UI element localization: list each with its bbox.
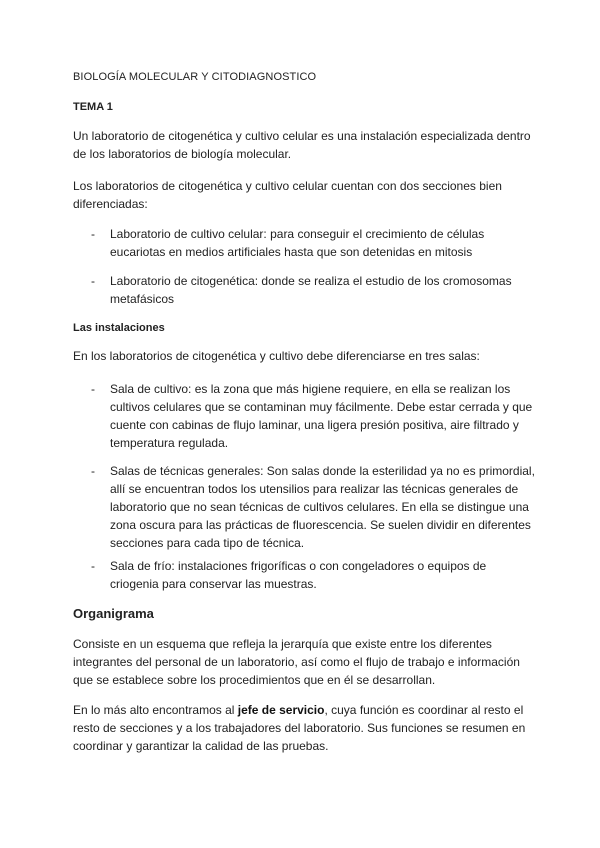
paragraph-text: En lo más alto encontramos al: [73, 703, 238, 717]
bullet-marker: -: [91, 382, 95, 396]
bullet-marker: -: [91, 227, 95, 241]
list-item-salas-tecnicas: Salas de técnicas generales: Son salas donde la esterilidad ya no es primordial, allí se encuentran todos los utensilios para realizar las técnicas generales de laboratorio que no sean técnicas de cultivos celulares. En ella se distingue una zona oscura para las prácticas de fluorescencia. Se suelen dividir en diferentes secciones para cada tipo de técnica.: [110, 464, 535, 550]
bullet-marker: -: [91, 464, 95, 478]
instalaciones-intro: En los laboratorios de citogenética y cultivo debe diferenciarse en tres salas:: [73, 349, 480, 363]
bullet-marker: -: [91, 274, 95, 288]
document-title: BIOLOGÍA MOLECULAR Y CITODIAGNOSTICO: [73, 71, 317, 83]
instalaciones-heading: Las instalaciones: [73, 322, 165, 334]
paragraph-text: , cuya función es coordinar al resto el resto de secciones y a los trabajadores del laboratorio. Sus funciones se resumen en coordinar y garantizar la calidad de las pruebas.: [73, 703, 526, 753]
list-item-cultivo-celular: Laboratorio de cultivo celular: para conseguir el crecimiento de células eucariotas en medios artificiales hasta que son detenidas en mitosis: [110, 227, 485, 259]
bullet-marker: -: [91, 559, 95, 573]
list-item-sala-frio: Sala de frío: instalaciones frigoríficas o con congeladores o equipos de criogenia para conservar las muestras.: [110, 559, 487, 591]
intro-paragraph-2: Los laboratorios de citogenética y cultivo celular cuentan con dos secciones bien diferenciadas:: [73, 179, 502, 211]
jefe-de-servicio-bold: jefe de servicio: [237, 703, 325, 717]
list-item-citogenetica: Laboratorio de citogenética: donde se realiza el estudio de los cromosomas metafásicos: [110, 274, 512, 306]
organigrama-paragraph-2: [73, 701, 543, 755]
list-item-sala-cultivo: Sala de cultivo: es la zona que más higiene requiere, en ella se realizan los cultivos celulares que se contaminan muy fácilmente. Debe estar cerrada y que cuente con cabinas de flujo laminar, una ligera presión positiva, aire filtrado y temperatura regulada.: [110, 382, 533, 450]
organigrama-heading: Organigrama: [73, 606, 154, 621]
intro-paragraph-1: Un laboratorio de citogenética y cultivo celular es una instalación especializada dentro de los laboratorios de biología molecular.: [73, 129, 531, 161]
organigrama-paragraph-1: Consiste en un esquema que refleja la jerarquía que existe entre los diferentes integrantes del personal de un laboratorio, así como el flujo de trabajo e información que se establece sobre los procedimientos que en él se desarrollan.: [73, 637, 520, 687]
tema-heading: TEMA 1: [73, 101, 113, 113]
